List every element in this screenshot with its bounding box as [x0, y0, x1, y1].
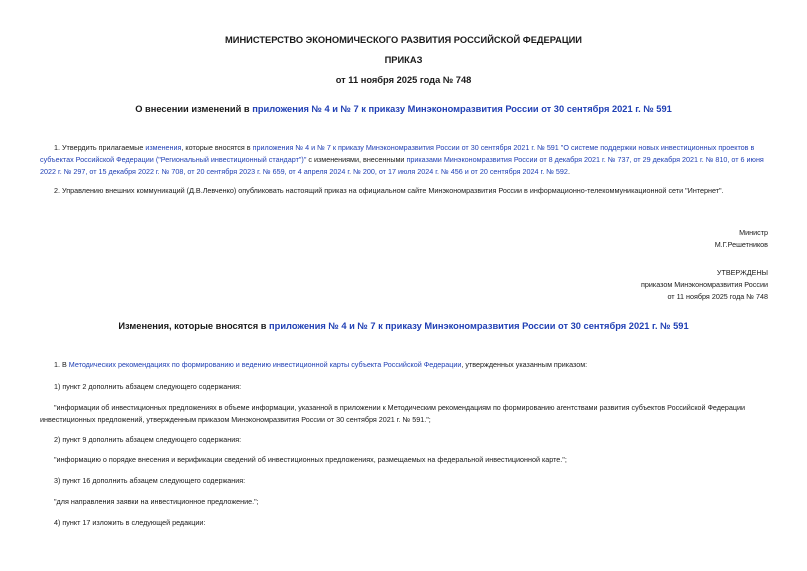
signature-position: Министр	[739, 228, 768, 237]
paragraph-1-line-1	[54, 143, 754, 152]
changes-title-link[interactable]: приложения № 4 и № 7 к приказу Минэкономразвития России от 30 сентября 2021 г. № 591	[269, 321, 689, 331]
methodical-recommendations-link[interactable]: Методических рекомендациях по формированию и ведению инвестиционной карты субъекта Российской Федерации	[68, 360, 462, 369]
approval-label: УТВЕРЖДЕНЫ	[716, 268, 768, 277]
doc-date: от 11 ноября 2025 года № 748	[335, 75, 472, 85]
title-prefix: О внесении изменений в	[135, 104, 253, 114]
paragraph-1-line-2	[40, 155, 764, 164]
text-span: с изменениями, внесенными	[306, 155, 407, 164]
changes-title-prefix: Изменения, которые вносятся в	[118, 321, 270, 331]
item-1-3-text: 3) пункт 16 дополнить абзацем следующего содержания:	[54, 476, 246, 485]
signature-name: М.Г.Решетников	[714, 240, 768, 249]
changes-title	[0, 321, 807, 331]
doc-type: ПРИКАЗ	[384, 55, 423, 65]
ministry-heading: МИНИСТЕРСТВО ЭКОНОМИЧЕСКОГО РАЗВИТИЯ РОССИЙСКОЙ ФЕДЕРАЦИИ	[225, 35, 582, 45]
quote-3-text: "для направления заявки на инвестиционное предложение.";	[54, 497, 259, 506]
appendix-link[interactable]: приложения № 4 и № 7 к приказу Минэкономразвития России от 30 сентября 2021 г. № 591 "О системе поддержки новых инвестиционных проектов в	[252, 143, 755, 152]
orders-link[interactable]: приказами Минэкономразвития России от 8 декабря 2021 г. № 737, от 29 декабря 2021 г. № 810, от 6 июня	[406, 155, 764, 164]
approval-by: приказом Минэкономразвития России	[641, 280, 768, 289]
item-1-2-text: 2) пункт 9 дополнить абзацем следующего содержания:	[54, 435, 242, 444]
paragraph-2-text: 2. Управлению внешних коммуникаций (Д.В.Левченко) опубликовать настоящий приказ на официальном сайте Минэкономразвития России в информационно-телекоммуникационной сети "Интернет".	[54, 186, 724, 195]
changes-link[interactable]: изменения	[145, 143, 182, 152]
standard-link[interactable]: субъектах Российской Федерации ("Региональный инвестиционный стандарт")"	[40, 155, 307, 164]
text-span: .	[567, 167, 570, 176]
text-span: , утвержденных указанным приказом:	[461, 360, 588, 369]
orders-link-cont[interactable]: 2022 г. № 297, от 15 декабря 2022 г. № 708, от 20 сентября 2023 г. № 659, от 4 апреля 2024 г. № 200, от 17 июля 2024 г. № 456 и от 20 сентября 2024 г. № 592	[40, 167, 568, 176]
text-span: 1. В	[54, 360, 69, 369]
title-link[interactable]: приложения № 4 и № 7 к приказу Минэкономразвития России от 30 сентября 2021 г. № 591	[252, 104, 672, 114]
paragraph-1-line-3	[40, 167, 570, 176]
quote-2-text: "информацию о порядке внесения и верификации сведений об инвестиционных предложениях, размещаемых на федеральной инвестиционной карте.";	[54, 455, 567, 464]
document-title	[0, 104, 807, 114]
quote-1-line-1: "информации об инвестиционных предложениях в объеме информации, указанной в приложении к Методическим рекомендациям по формированию агентствами развития субъектов Российской Федерации	[54, 403, 745, 412]
text-span: , которые вносятся в	[181, 143, 253, 152]
item-1-1-text: 1) пункт 2 дополнить абзацем следующего содержания:	[54, 382, 242, 391]
item-1-4-text: 4) пункт 17 изложить в следующей редакции:	[54, 518, 206, 527]
quote-1-line-2: инвестиционных предложений, утвержденным приказом Минэкономразвития России от 30 сентября 2021 г. № 591.";	[40, 415, 431, 424]
approval-date: от 11 ноября 2025 года № 748	[667, 292, 768, 301]
text-span: 1. Утвердить прилагаемые	[54, 143, 146, 152]
item-1-text	[54, 360, 587, 369]
